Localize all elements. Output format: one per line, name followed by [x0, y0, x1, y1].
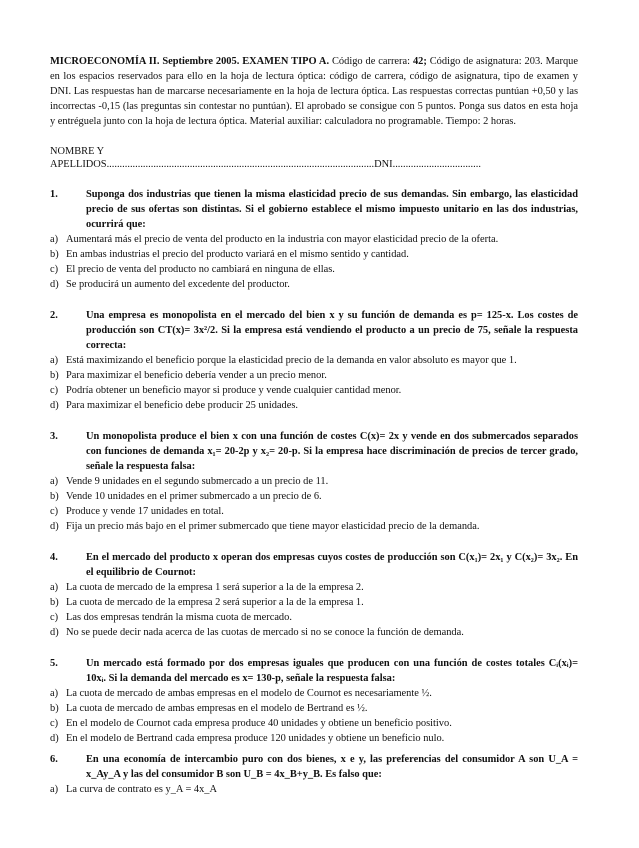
question-3 [50, 429, 578, 534]
option-text: La curva de contrato es y_A = 4x_A [66, 784, 217, 795]
question-6 [50, 752, 578, 797]
option-d [50, 625, 578, 640]
option-label: c) [50, 506, 59, 517]
option-a [50, 580, 578, 595]
option-d [50, 277, 578, 292]
question-1 [50, 187, 578, 292]
option-text: Produce y vende 17 unidades en total. [66, 506, 224, 517]
option-a [50, 353, 578, 368]
question-stem: En una economía de intercambio puro con dos bienes, x e y, las preferencias del consumidor A son U_A = x_Ay_A y las del consumidor B son U_B = 4x_B+y_B. Es falso que: [86, 754, 578, 780]
career-code: 42; [412, 56, 427, 67]
question-number: 5. [50, 658, 58, 669]
question-5 [50, 656, 578, 746]
option-label: c) [50, 264, 59, 275]
option-text: Para maximizar el beneficio debería vender a un precio menor. [66, 370, 327, 381]
exam-title: MICROECONOMÍA II. Septiembre 2005. EXAMEN TIPO A. [50, 56, 330, 67]
option-label: b) [50, 249, 59, 260]
option-label: c) [50, 385, 59, 396]
question-stem: En el mercado del producto x operan dos empresas cuyos costes de producción son C(x₁)= 2x₁ y C(x₂)= 3x₂. En el equilibrio de Cournot: [86, 552, 578, 578]
option-c [50, 262, 578, 277]
career-code-label: Código de carrera: [332, 56, 410, 67]
option-label: a) [50, 355, 59, 366]
option-text: Las dos empresas tendrán la misma cuota de mercado. [66, 612, 292, 623]
option-c [50, 504, 578, 519]
nombre-label: NOMBRE Y [50, 146, 105, 157]
option-label: d) [50, 627, 59, 638]
option-text: Vende 9 unidades en el segundo submercado a un precio de 11. [66, 476, 329, 487]
option-label: a) [50, 234, 59, 245]
option-label: a) [50, 476, 59, 487]
exam-page [50, 54, 578, 797]
question-number: 1. [50, 189, 58, 200]
question-4 [50, 550, 578, 640]
option-c [50, 610, 578, 625]
option-text: Está maximizando el beneficio porque la elasticidad precio de la demanda en valor absoluto es mayor que 1. [66, 355, 517, 366]
option-text: La cuota de mercado de ambas empresas en el modelo de Bertrand es ½. [66, 703, 368, 714]
option-label: d) [50, 733, 59, 744]
option-label: a) [50, 688, 59, 699]
option-text: Se producirá un aumento del excedente del productor. [66, 279, 290, 290]
option-text: En el modelo de Cournot cada empresa produce 40 unidades y obtiene un beneficio positivo. [66, 718, 452, 729]
option-d [50, 398, 578, 413]
option-text: Fija un precio más bajo en el primer submercado que tiene mayor elasticidad precio de la demanda. [66, 521, 480, 532]
option-a [50, 686, 578, 701]
option-label: b) [50, 597, 59, 608]
option-text: En el modelo de Bertrand cada empresa produce 120 unidades y obtiene un beneficio nulo. [66, 733, 445, 744]
question-number: 3. [50, 431, 58, 442]
question-number: 6. [50, 754, 58, 765]
question-number: 4. [50, 552, 58, 563]
student-fields [50, 145, 578, 171]
question-stem: Suponga dos industrias que tienen la misma elasticidad precio de sus demandas. Sin embargo, las elasticidad precio de sus ofertas son distintas. Si el gobierno establece el mismo impuesto unitario en las dos industrias, ocurrirá que: [86, 189, 578, 230]
exam-header [50, 54, 578, 129]
option-label: b) [50, 703, 59, 714]
option-d [50, 731, 578, 746]
option-label: a) [50, 582, 59, 593]
question-2 [50, 308, 578, 413]
option-c [50, 716, 578, 731]
question-number: 2. [50, 310, 58, 321]
option-label: c) [50, 612, 59, 623]
option-b [50, 247, 578, 262]
option-label: d) [50, 521, 59, 532]
exam-instructions: Código de asignatura: 203. Marque en los espacios reservados para ello en la hoja de lectura óptica: código de carrera, código de asignatura, tipo de examen y DNI. Las respuestas han de marcarse necesariamente en la hoja de lectura óptica. Las respuestas correctas puntúan +0,50 y las incorrectas -0,15 (las preguntas sin contestar no puntúan). El aprobado se consigue con 5 puntos. Ponga sus datos en esta hoja y entréguela junto con la hoja de lectura óptica. Material auxiliar: calculadora no programable. Tiempo: 2 horas. [50, 56, 578, 127]
question-stem: Un mercado está formado por dos empresas iguales que producen con una función de costes totales Cᵢ(xᵢ)= 10xᵢ. Si la demanda del mercado es x= 130-p, señale la respuesta falsa: [86, 658, 578, 684]
option-text: No se puede decir nada acerca de las cuotas de mercado si no se conoce la función de demanda. [66, 627, 464, 638]
option-a [50, 474, 578, 489]
option-text: En ambas industrias el precio del producto variará en el mismo sentido y cantidad. [66, 249, 409, 260]
option-a [50, 782, 578, 797]
apellidos-dni-line: APELLIDOS.......................................................................................................DNI.................................. [50, 159, 481, 170]
option-b [50, 368, 578, 383]
option-a [50, 232, 578, 247]
option-text: Aumentará más el precio de venta del producto en la industria con mayor elasticidad precio de la oferta. [66, 234, 499, 245]
option-b [50, 701, 578, 716]
question-stem: Un monopolista produce el bien x con una función de costes C(x)= 2x y vende en dos submercados separados con funciones de demanda x₁= 20-2p y x₂= 20-p. Si la empresa hace discriminación de precios de tercer grado, señale la respuesta falsa: [86, 431, 578, 472]
option-text: La cuota de mercado de la empresa 1 será superior a la de la empresa 2. [66, 582, 364, 593]
option-label: d) [50, 400, 59, 411]
option-text: Vende 10 unidades en el primer submercado a un precio de 6. [66, 491, 322, 502]
option-label: b) [50, 491, 59, 502]
option-text: La cuota de mercado de la empresa 2 será superior a la de la empresa 1. [66, 597, 364, 608]
option-text: La cuota de mercado de ambas empresas en el modelo de Cournot es necesariamente ½. [66, 688, 432, 699]
option-text: El precio de venta del producto no cambiará en ninguna de ellas. [66, 264, 335, 275]
option-c [50, 383, 578, 398]
option-label: c) [50, 718, 59, 729]
option-label: b) [50, 370, 59, 381]
question-stem: Una empresa es monopolista en el mercado del bien x y su función de demanda es p= 125-x. Los costes de producción son CT(x)= 3x²/2. Si la empresa está vendiendo el producto a un precio de 75, señale la respuesta correcta: [86, 310, 578, 351]
option-d [50, 519, 578, 534]
option-label: a) [50, 784, 59, 795]
option-text: Podría obtener un beneficio mayor si produce y vende cualquier cantidad menor. [66, 385, 402, 396]
option-b [50, 595, 578, 610]
option-b [50, 489, 578, 504]
option-text: Para maximizar el beneficio debe producir 25 unidades. [66, 400, 298, 411]
option-label: d) [50, 279, 59, 290]
